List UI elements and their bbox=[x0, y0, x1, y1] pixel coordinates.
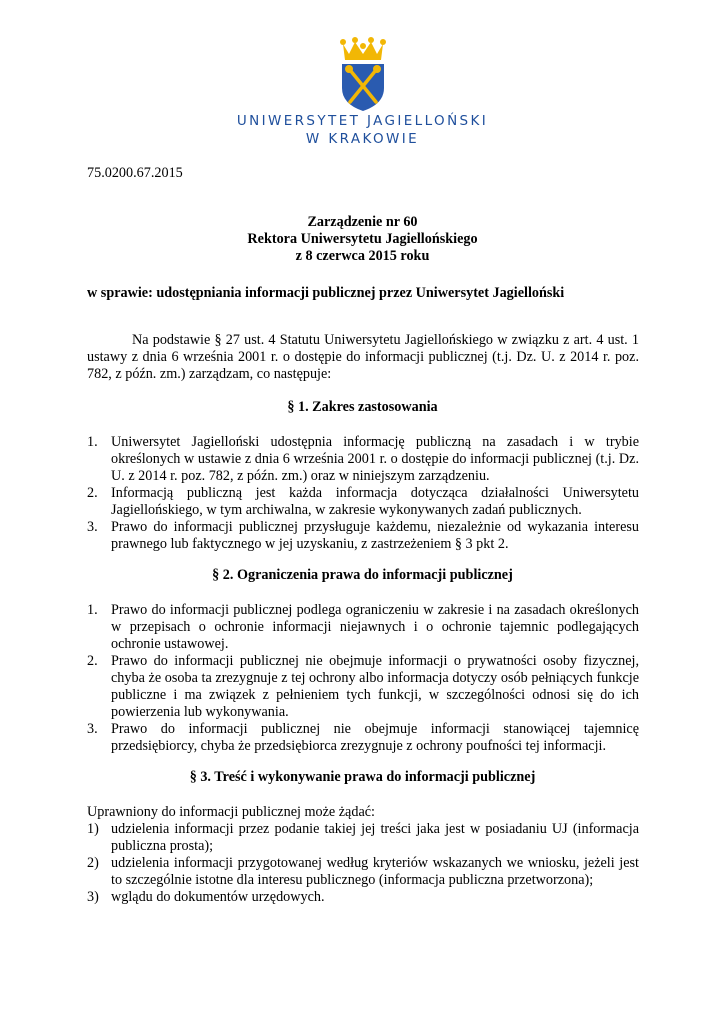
list-item bbox=[87, 855, 639, 889]
list-item bbox=[87, 519, 639, 553]
list-item bbox=[87, 889, 639, 906]
item-text: Prawo do informacji publicznej przysługuje każdemu, niezależnie od wykazania interesu prawnego lub faktycznego w jej uzyskaniu, z zastrzeżeniem § 3 pkt 2. bbox=[111, 519, 639, 552]
university-name-line2: W KRAKOWIE bbox=[305, 131, 420, 147]
item-number: 2. bbox=[87, 485, 98, 501]
item-number: 2. bbox=[87, 653, 98, 669]
item-text: Informacją publiczną jest każda informacja dotycząca działalności Uniwersytetu Jagiellońskiego, w tym archiwalna, w zakresie wykonywanych zadań publicznych. bbox=[111, 485, 639, 518]
section-2-list bbox=[87, 602, 639, 755]
list-item bbox=[87, 434, 639, 485]
list-item bbox=[87, 653, 639, 721]
section-1-heading: § 1. Zakres zastosowania bbox=[287, 399, 438, 415]
university-crest bbox=[339, 36, 387, 112]
item-text: Uniwersytet Jagielloński udostępnia informację publiczną na zasadach i w trybie określonych w ustawie z dnia 6 września 2001 r. o dostępie do informacji publicznej (t.j. Dz. U. z 2014 r. poz. 782, z późn. zm.) oraz w niniejszym zarządzeniu. bbox=[111, 434, 639, 484]
list-item bbox=[87, 821, 639, 855]
item-number: 1. bbox=[87, 434, 98, 450]
item-text: Prawo do informacji publicznej nie obejmuje informacji stanowiącej tajemnicę przedsiębiorcy, chyba że przedsiębiorca zrezygnuje z ochrony poufności tej informacji. bbox=[111, 721, 639, 754]
item-number: 1. bbox=[87, 602, 98, 618]
list-item bbox=[87, 485, 639, 519]
preamble-paragraph: Na podstawie § 27 ust. 4 Statutu Uniwersytetu Jagiellońskiego w związku z art. 4 ust. 1 ustawy z dnia 6 września 2001 r. o dostępie do informacji publicznej (t.j. Dz. U. z 2014 r. poz. 782, z późn. zm.) zarządzam, co następuje: bbox=[87, 332, 639, 382]
item-text: wglądu do dokumentów urzędowych. bbox=[111, 889, 325, 905]
university-logo bbox=[0, 36, 725, 112]
item-number: 3) bbox=[87, 889, 99, 905]
document-subject: w sprawie: udostępniania informacji publicznej przez Uniwersytet Jagielloński bbox=[87, 285, 565, 301]
document-title: Zarządzenie nr 60 bbox=[307, 214, 418, 230]
item-number: 3. bbox=[87, 721, 98, 737]
item-number: 1) bbox=[87, 821, 99, 837]
item-text: Prawo do informacji publicznej nie obejmuje informacji o prywatności osoby fizycznej, chyba że osoba ta zrezygnuje z tej ochrony albo informacja dotyczy osób pełniących funkcje publiczne i ma związek z pełnieniem tych funkcji, w szczególności odnosi się do ich powierzenia lub wykonywania. bbox=[111, 653, 639, 720]
section-3-heading: § 3. Treść i wykonywanie prawa do informacji publicznej bbox=[189, 769, 536, 785]
document-reference: 75.0200.67.2015 bbox=[87, 165, 183, 181]
document-date: z 8 czerwca 2015 roku bbox=[295, 248, 430, 264]
section-3-list bbox=[87, 821, 639, 906]
section-3-intro: Uprawniony do informacji publicznej może żądać: bbox=[87, 804, 375, 820]
section-2-heading: § 2. Ograniczenia prawa do informacji publicznej bbox=[212, 567, 513, 583]
document-issuer: Rektora Uniwersytetu Jagiellońskiego bbox=[247, 231, 478, 247]
section-1-list bbox=[87, 434, 639, 553]
item-number: 2) bbox=[87, 855, 99, 871]
university-name-line1: UNIWERSYTET JAGIELLOŃSKI bbox=[236, 113, 489, 129]
list-item bbox=[87, 721, 639, 755]
item-text: udzielenia informacji przygotowanej według kryteriów wskazanych we wniosku, jeżeli jest to szczególnie istotne dla interesu publicznego (informacja publiczna przetworzona); bbox=[111, 855, 639, 888]
item-number: 3. bbox=[87, 519, 98, 535]
item-text: udzielenia informacji przez podanie takiej jej treści jaka jest w posiadaniu UJ (informacja publiczna prosta); bbox=[111, 821, 639, 854]
list-item bbox=[87, 602, 639, 653]
item-text: Prawo do informacji publicznej podlega ograniczeniu w zakresie i na zasadach określonych w przepisach o ochronie informacji niejawnych i o ochronie tajemnic podlegających ochronie ustawowej. bbox=[111, 602, 639, 652]
